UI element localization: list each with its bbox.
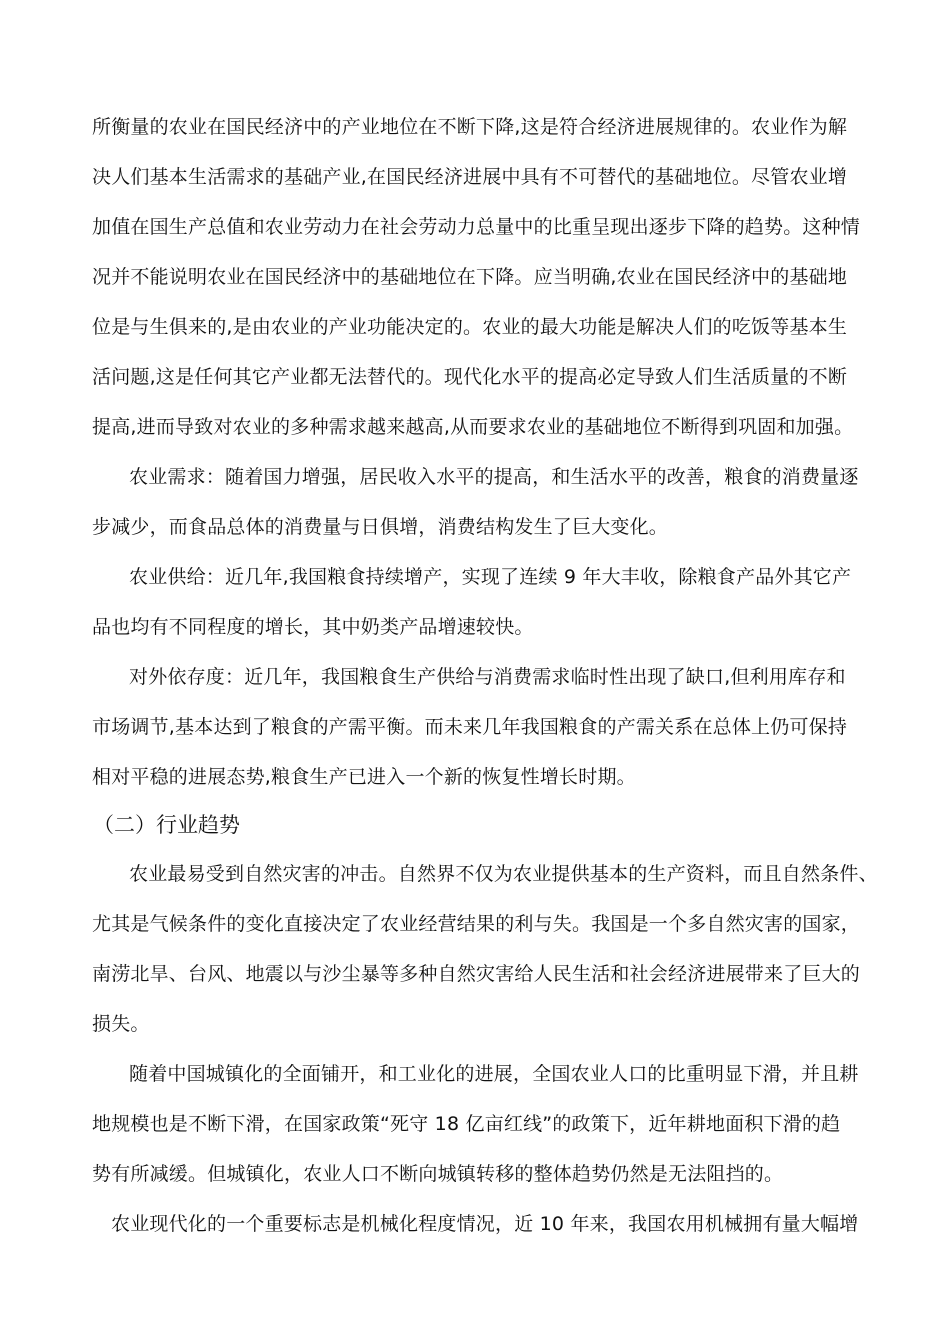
paragraph-line: 地规模也是不断下滑，在国家政策“死守 18 亿亩红线”的政策下，近年耕地面积下滑的趋 bbox=[92, 1113, 841, 1135]
paragraph-line: 农业供给：近几年,我国粮食持续增产，实现了连续 9 年大丰收，除粮食产品外其它产 bbox=[129, 566, 852, 588]
paragraph-line: 况并不能说明农业在国民经济中的基础地位在下降。应当明确,农业在国民经济中的基础地 bbox=[92, 266, 848, 288]
paragraph-line: 势有所减缓。但城镇化，农业人口不断向城镇转移的整体趋势仍然是无法阻挡的。 bbox=[92, 1163, 784, 1185]
paragraph-line: 南涝北旱、台风、地震以与沙尘暴等多种自然灾害给人民生活和社会经济进展带来了巨大的 bbox=[92, 963, 861, 985]
section-heading: （二）行业趋势 bbox=[93, 813, 240, 837]
paragraph-line: 步减少，而食品总体的消费量与日俱增，消费结构发生了巨大变化。 bbox=[92, 516, 669, 538]
paragraph-line: 尤其是气候条件的变化直接决定了农业经营结果的利与失。我国是一个多自然灾害的国家， bbox=[92, 913, 861, 935]
paragraph-line: 对外依存度：近几年，我国粮食生产供给与消费需求临时性出现了缺口,但利用库存和 bbox=[129, 666, 846, 688]
paragraph-line: 活问题,这是任何其它产业都无法替代的。现代化水平的提高必定导致人们生活质量的不断 bbox=[92, 366, 848, 388]
paragraph-line: 位是与生俱来的,是由农业的产业功能决定的。农业的最大功能是解决人们的吃饭等基本生 bbox=[92, 316, 848, 338]
paragraph-line: 提高,进而导致对农业的多种需求越来越高,从而要求农业的基础地位不断得到巩固和加强。 bbox=[92, 416, 854, 438]
paragraph-line: 品也均有不同程度的增长，其中奶类产品增速较快。 bbox=[92, 616, 534, 638]
paragraph-line: 损失。 bbox=[92, 1013, 150, 1035]
paragraph-line: 农业需求：随着国力增强，居民收入水平的提高，和生活水平的改善，粮食的消费量逐 bbox=[129, 466, 859, 488]
paragraph-line: 市场调节,基本达到了粮食的产需平衡。而未来几年我国粮食的产需关系在总体上仍可保持 bbox=[92, 716, 848, 738]
paragraph-line: 加值在国生产总值和农业劳动力在社会劳动力总量中的比重呈现出逐步下降的趋势。这种情 bbox=[92, 216, 861, 238]
paragraph-line: 随着中国城镇化的全面铺开，和工业化的进展，全国农业人口的比重明显下滑，并且耕 bbox=[129, 1063, 859, 1085]
paragraph-line: 相对平稳的进展态势,粮食生产已进入一个新的恢复性增长时期。 bbox=[92, 766, 636, 788]
paragraph-line: 所衡量的农业在国民经济中的产业地位在不断下降,这是符合经济进展规律的。农业作为解 bbox=[92, 116, 848, 138]
paragraph-line: 农业现代化的一个重要标志是机械化程度情况，近 10 年来，我国农用机械拥有量大幅增 bbox=[111, 1213, 859, 1235]
paragraph-line: 农业最易受到自然灾害的冲击。自然界不仅为农业提供基本的生产资料，而且自然条件、 bbox=[129, 863, 878, 885]
paragraph-line: 决人们基本生活需求的基础产业,在国民经济进展中具有不可替代的基础地位。尽管农业增 bbox=[92, 166, 848, 188]
